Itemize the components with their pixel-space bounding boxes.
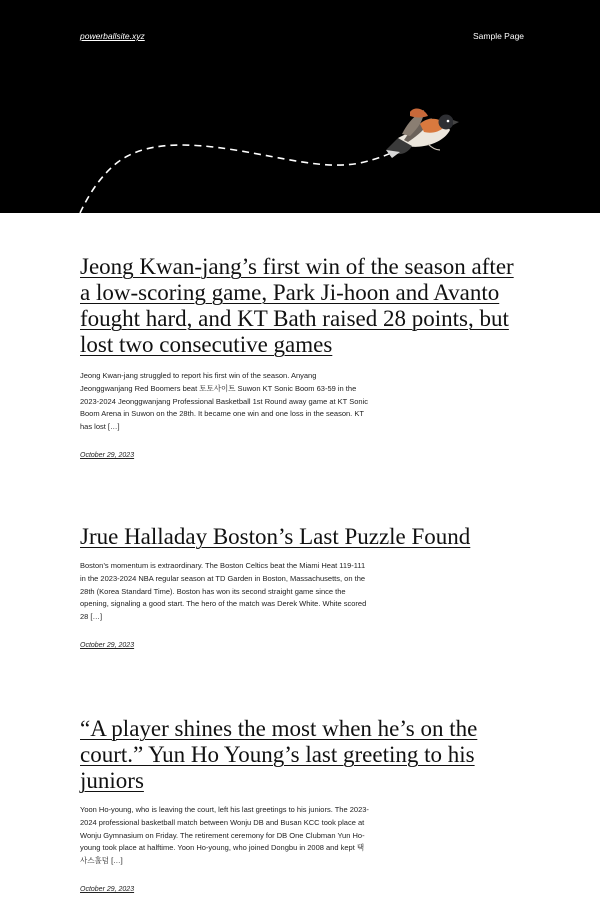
- post-title-link[interactable]: Jrue Halladay Boston’s Last Puzzle Found: [80, 524, 471, 549]
- post-date-link[interactable]: October 29, 2023: [80, 451, 135, 459]
- post-title-link[interactable]: Jeong Kwan-jang’s first win of the season after a low-scoring game, Park Ji-hoon and Avanto fought hard, and KT Bath raised 28 points, but lost two consecutive games: [80, 254, 514, 357]
- hero-header: [0, 0, 600, 213]
- post-excerpt: Jeong Kwan-jang struggled to report his first win of the season. Anyang Jeonggwanjang Red Boomers beat 토토사이트 Suwon KT Sonic Boom 63-59 in the 2023-2024 Jeonggwanjang Professional Basketball 1st Round away game at KT Sonic Boom Arena in Suwon on the 28th. It became one win and one loss in the season. KT has lost […]: [80, 371, 368, 432]
- post-excerpt: Boston’s momentum is extraordinary. The Boston Celtics beat the Miami Heat 119-111 in the 2023-2024 NBA regular season at TD Garden in Boston, Massachusetts, on the 28th (Korea Standard Time). Boston has won its second straight game since the opening, signaling a good start. The hero of the match was Derek White. White scored 28 […]: [80, 561, 367, 622]
- post-item-1: [80, 254, 520, 462]
- post-item-2: [80, 524, 520, 652]
- post-item-3: [80, 716, 520, 896]
- site-title-link[interactable]: powerballsite.xyz: [80, 31, 145, 41]
- post-title-link[interactable]: “A player shines the most when he’s on the court.” Yun Ho Young’s last greeting to his juniors: [80, 716, 478, 793]
- flight-path-line: [80, 145, 402, 213]
- nav-sample-page-link[interactable]: Sample Page: [473, 31, 525, 41]
- post-date-link[interactable]: October 29, 2023: [80, 885, 135, 893]
- post-excerpt: Yoon Ho-young, who is leaving the court, left his last greetings to his juniors. The 2023-2024 professional basketball match between Wonju DB and Busan KCC took place at Wonju Gymnasium on Friday. The retirement ceremony for DB One Clubman Yun Ho-young took place at halftime. Yoon Ho-young, who joined Dongbu in 2008 and kept 택사스홀덤 […]: [80, 805, 369, 866]
- post-date-link[interactable]: October 29, 2023: [80, 641, 135, 649]
- bird-icon: [386, 109, 459, 158]
- bird-illustration: [0, 0, 600, 213]
